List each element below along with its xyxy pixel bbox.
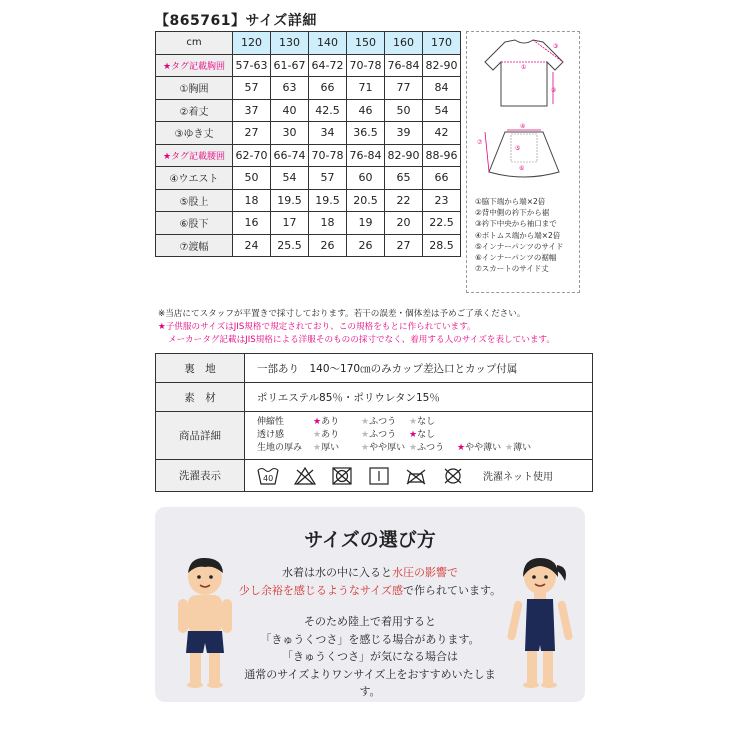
- size-cell: 60: [347, 167, 385, 190]
- detail-row: [257, 416, 592, 429]
- note-staff: ※当店にてスタッフが平置きで採寸しております。若干の誤差・個体差は予めご了承ください。: [158, 309, 526, 319]
- size-col-2: 140: [309, 32, 347, 55]
- size-cell: 66-74: [271, 144, 309, 167]
- row-label: ★タグ記載胸囲: [156, 54, 233, 77]
- size-guide-text: [235, 564, 505, 701]
- mark-1: ①: [521, 64, 527, 71]
- guide-line-2: 少し余裕を感じるようなサイズ感で作られています。: [238, 583, 502, 597]
- wash-value: [245, 460, 593, 492]
- star-icon: ★: [409, 443, 418, 453]
- size-cell: 39: [385, 122, 423, 145]
- material-value: ポリエステル85％・ポリウレタン15％: [245, 383, 593, 412]
- boy-illustration: [170, 555, 240, 695]
- detail-option: ★あり: [313, 430, 340, 440]
- legend-item: ⑤インナーパンツのサイド: [475, 241, 564, 251]
- size-cell: 71: [347, 77, 385, 100]
- size-cell: 70-78: [309, 144, 347, 167]
- size-row: [156, 122, 461, 145]
- size-guide-panel: [155, 507, 585, 702]
- size-cell: 57: [233, 77, 271, 100]
- size-cell: 42.5: [309, 99, 347, 122]
- detail-label: 商品詳細: [156, 412, 245, 460]
- star-icon: ★: [409, 417, 418, 427]
- wash-tub-icon: [257, 466, 279, 486]
- size-table: [155, 31, 461, 257]
- size-cell: 82-90: [385, 144, 423, 167]
- size-cell: 62-70: [233, 144, 271, 167]
- size-cell: 18: [233, 189, 271, 212]
- girl-illustration: [505, 555, 575, 695]
- size-cell: 66: [423, 167, 461, 190]
- detail-option: ★やや薄い: [457, 443, 502, 453]
- line-dry-icon: [368, 466, 390, 486]
- page-title: 【865761】サイズ詳細: [155, 13, 317, 29]
- size-col-3: 150: [347, 32, 385, 55]
- size-cell: 19.5: [309, 189, 347, 212]
- size-cell: 77: [385, 77, 423, 100]
- row-label: ⑦渡幅: [156, 234, 233, 257]
- legend-item: ⑥インナーパンツの裾幅: [475, 253, 557, 263]
- detail-value: [245, 412, 593, 460]
- size-cell: 42: [423, 122, 461, 145]
- size-cell: 30: [271, 122, 309, 145]
- detail-option: ★やや厚い: [361, 443, 406, 453]
- guide-line-5: 「きゅうくつさ」が気になる場合は: [282, 650, 458, 663]
- size-cell: 16: [233, 212, 271, 235]
- row-label: ③ゆき丈: [156, 122, 233, 145]
- star-icon: ★: [313, 443, 322, 453]
- mark-2: ②: [551, 87, 557, 94]
- guide-line-1: 水着は水の中に入ると水圧の影響で: [282, 566, 458, 579]
- detail-grid: [257, 416, 592, 455]
- size-col-1: 130: [271, 32, 309, 55]
- size-guide-title: サイズの選び方: [304, 529, 436, 551]
- detail-option: ★ふつう: [361, 430, 397, 440]
- no-tumble-dry-icon: [331, 466, 353, 486]
- size-cell: 76-84: [347, 144, 385, 167]
- size-cell: 84: [423, 77, 461, 100]
- star-icon: ★: [361, 417, 370, 427]
- size-row: [156, 234, 461, 257]
- size-cell: 54: [423, 99, 461, 122]
- size-row: [156, 77, 461, 100]
- size-cell: 19.5: [271, 189, 309, 212]
- size-cell: 34: [309, 122, 347, 145]
- detail-name: 伸縮性: [257, 417, 285, 427]
- mark-3: ③: [553, 43, 559, 50]
- size-col-4: 160: [385, 32, 423, 55]
- size-cell: 64-72: [309, 54, 347, 77]
- svg-text:40: 40: [263, 473, 274, 483]
- size-cell: 23: [423, 189, 461, 212]
- size-cell: 37: [233, 99, 271, 122]
- size-header-row: [156, 32, 461, 55]
- detail-option: ★ふつう: [361, 417, 397, 427]
- legend-item: ④ボトムス端から端×2倍: [475, 230, 561, 240]
- star-icon: ★: [313, 417, 322, 427]
- mark-7: ⑦: [477, 139, 483, 146]
- detail-option: ★なし: [409, 430, 436, 440]
- legend-item: ⑦スカートのサイド丈: [475, 264, 549, 274]
- size-cell: 27: [233, 122, 271, 145]
- wash-note: 洗濯ネット使用: [483, 472, 553, 483]
- star-icon: ★: [361, 430, 370, 440]
- size-row: [156, 144, 461, 167]
- size-cell: 19: [347, 212, 385, 235]
- star-icon: ★: [313, 430, 322, 440]
- header-unit: cm: [156, 32, 233, 55]
- size-row: [156, 189, 461, 212]
- notes: [158, 308, 555, 347]
- detail-option: ★ふつう: [409, 443, 445, 453]
- row-label: ②着丈: [156, 99, 233, 122]
- row-label: ⑤股上: [156, 189, 233, 212]
- size-row: [156, 99, 461, 122]
- guide-line-3: そのため陸上で着用すると: [304, 615, 436, 628]
- measurement-diagram: [466, 31, 580, 293]
- size-cell: 40: [271, 99, 309, 122]
- no-iron-icon: [405, 466, 427, 486]
- mark-5: ⑤: [515, 145, 521, 152]
- note-jis: ★子供服のサイズはJIS規格で規定されており、この規格をもとに作られています。: [158, 322, 476, 332]
- size-cell: 18: [309, 212, 347, 235]
- row-label: ①胸囲: [156, 77, 233, 100]
- size-col-5: 170: [423, 32, 461, 55]
- legend-item: ③衿下中央から袖口まで: [475, 219, 557, 229]
- size-cell: 57: [309, 167, 347, 190]
- detail-name: 生地の厚み: [257, 443, 303, 453]
- size-cell: 20.5: [347, 189, 385, 212]
- size-cell: 25.5: [271, 234, 309, 257]
- detail-row: [257, 442, 592, 455]
- size-cell: 82-90: [423, 54, 461, 77]
- shirt-illustration: [485, 40, 563, 106]
- wash-label: 洗濯表示: [156, 460, 245, 492]
- size-cell: 50: [385, 99, 423, 122]
- row-label: ★タグ記載腰囲: [156, 144, 233, 167]
- legend-item: ②背中側の衿下から裾: [475, 208, 550, 218]
- size-col-0: 120: [233, 32, 271, 55]
- size-cell: 50: [233, 167, 271, 190]
- size-cell: 36.5: [347, 122, 385, 145]
- size-cell: 26: [309, 234, 347, 257]
- care-symbols: [257, 466, 592, 486]
- row-label: ⑥股下: [156, 212, 233, 235]
- size-row: [156, 167, 461, 190]
- star-icon: ★: [457, 443, 466, 453]
- size-cell: 61-67: [271, 54, 309, 77]
- size-cell: 22.5: [423, 212, 461, 235]
- size-cell: 65: [385, 167, 423, 190]
- detail-option: ★薄い: [505, 443, 532, 453]
- detail-option: ★厚い: [313, 443, 340, 453]
- detail-row: [257, 429, 592, 442]
- size-cell: 57-63: [233, 54, 271, 77]
- star-icon: ★: [361, 443, 370, 453]
- note-maker-tag: メーカータグ記載はJIS規格による洋服そのものの採寸でなく、着用する人のサイズを表しています。: [168, 335, 555, 345]
- size-cell: 63: [271, 77, 309, 100]
- size-cell: 22: [385, 189, 423, 212]
- guide-line-4: 「きゅうくつさ」を感じる場合があります。: [260, 632, 480, 646]
- star-icon: ★: [505, 443, 514, 453]
- size-cell: 46: [347, 99, 385, 122]
- material-label: 素 材: [156, 383, 245, 412]
- detail-name: 透け感: [257, 430, 285, 440]
- size-cell: 20: [385, 212, 423, 235]
- size-cell: 66: [309, 77, 347, 100]
- size-cell: 70-78: [347, 54, 385, 77]
- row-label: ④ウエスト: [156, 167, 233, 190]
- size-cell: 27: [385, 234, 423, 257]
- no-bleach-icon: [294, 466, 316, 486]
- guide-line-6: 通常のサイズよりワンサイズ上をおすすめいたします。: [244, 667, 496, 698]
- diagram-legend: [475, 196, 563, 274]
- size-cell: 24: [233, 234, 271, 257]
- mark-6: ⑥: [519, 165, 525, 172]
- lining-value: 一部あり 140～170㎝のみカップ差込口とカップ付属: [245, 354, 593, 383]
- detail-option: ★あり: [313, 417, 340, 427]
- size-row: [156, 212, 461, 235]
- size-cell: 88-96: [423, 144, 461, 167]
- size-cell: 28.5: [423, 234, 461, 257]
- size-cell: 76-84: [385, 54, 423, 77]
- lining-label: 裏 地: [156, 354, 245, 383]
- product-info-table: [155, 353, 593, 492]
- measurement-illustration: [467, 32, 579, 192]
- detail-option: ★なし: [409, 417, 436, 427]
- size-cell: 54: [271, 167, 309, 190]
- star-icon: ★: [409, 430, 418, 440]
- size-row: [156, 54, 461, 77]
- mark-4: ④: [520, 123, 526, 130]
- legend-item: ①脇下端から端×2倍: [475, 197, 546, 206]
- no-dry-clean-icon: [442, 466, 464, 486]
- size-cell: 17: [271, 212, 309, 235]
- size-cell: 26: [347, 234, 385, 257]
